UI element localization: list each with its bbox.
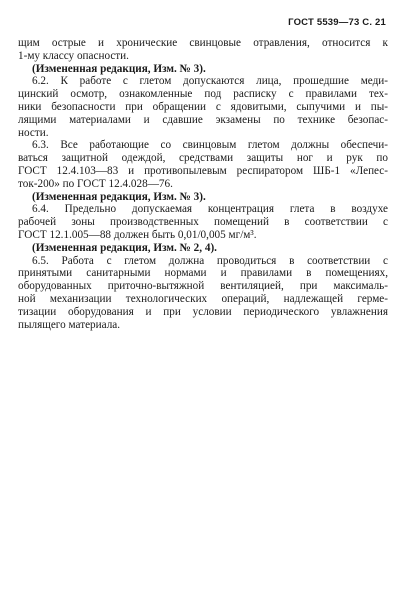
text-line: ток-200» по ГОСТ 12.4.028—76. bbox=[18, 177, 173, 190]
text-line: принятыми санитарными нормами и правилами в помещениях, bbox=[18, 267, 388, 280]
text-line: лящими материалами и сдавшие экзамены по технике безопас- bbox=[18, 113, 388, 126]
text-line: 6.3. Все работающие со свинцовым глетом должны обеспечи- bbox=[32, 139, 388, 152]
text-line: ГОСТ 12.4.103—83 и противопылевым респиратором ШБ-1 «Лепес- bbox=[18, 164, 388, 177]
text-line: 6.5. Работа с глетом должна проводиться в соответствии с bbox=[32, 254, 388, 267]
text-line: 1-му классу опасности. bbox=[18, 49, 129, 62]
text-line: ники безопасности при обращении с ядовитыми, сыпучими и пы- bbox=[18, 100, 388, 113]
text-line: 6.4. Предельно допускаемая концентрация глета в воздухе bbox=[32, 203, 388, 216]
text-line: ной механизации технологических операций, надлежащей герме- bbox=[18, 292, 388, 305]
text-line: щим острые и хронические свинцовые отравления, относится к bbox=[18, 37, 388, 49]
text-line: цинский осмотр, ознакомленные под расписку с правилами тех- bbox=[18, 88, 388, 101]
text-line: 6.2. К работе с глетом допускаются лица, прошедшие меди- bbox=[32, 75, 388, 88]
paragraph-6-5 bbox=[18, 255, 388, 332]
text-line: ГОСТ 12.1.005—88 должен быть 0,01/0,005 мг/м³. bbox=[18, 228, 257, 241]
amendment-note: (Измененная редакция, Изм. № 3). bbox=[32, 62, 206, 75]
paragraph-6-2 bbox=[18, 75, 388, 139]
amendment-note: (Измененная редакция, Изм. № 3). bbox=[32, 190, 206, 203]
text-line: рабочей зоны производственных помещений в соответствии с bbox=[18, 216, 388, 229]
paragraph-6-4 bbox=[18, 203, 388, 241]
text-line: оборудованных приточно-вытяжной вентиляцией, при максималь- bbox=[18, 280, 388, 293]
paragraph-6-3 bbox=[18, 139, 388, 190]
paragraph-6-1-continuation bbox=[18, 37, 388, 63]
text-line: пылящего материала. bbox=[18, 318, 121, 331]
running-header: ГОСТ 5539—73 С. 21 bbox=[288, 17, 386, 28]
text-line: ности. bbox=[18, 126, 49, 139]
amendment-note: (Измененная редакция, Изм. № 2, 4). bbox=[32, 241, 217, 254]
text-line: ваться защитной одеждой, средствами защиты ног и рук по bbox=[18, 152, 388, 165]
text-line: тизации оборудования и при условии периодического увлажнения bbox=[18, 305, 388, 318]
document-body bbox=[18, 37, 388, 331]
